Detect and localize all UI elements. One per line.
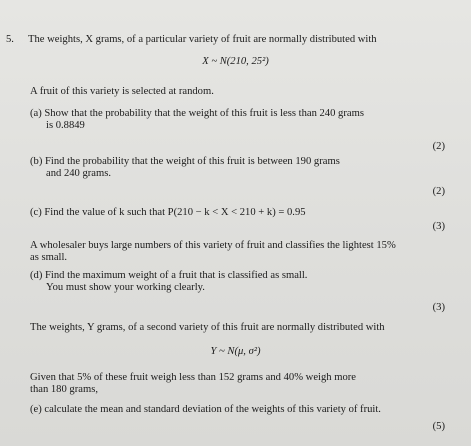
part-e-line: (e) calculate the mean and standard deviation of the weights of this variety of fruit. [30,404,381,415]
part-a-marks: (2) [432,141,445,152]
part-d-marks: (3) [432,302,445,313]
second-variety-intro: The weights, Y grams, of a second variety of this fruit are normally distributed with [30,322,385,333]
part-a-line2: is 0.8849 [46,120,85,131]
distribution-y: Y ~ N(μ, σ²) [210,346,261,357]
distribution-x: X ~ N(210, 25²) [202,56,269,67]
part-d-line1: (d) Find the maximum weight of a fruit that is classified as small. [30,270,308,281]
selected-text: A fruit of this variety is selected at random. [30,86,214,97]
part-b-line2: and 240 grams. [46,168,112,179]
wholesaler-line2: as small. [30,252,68,263]
part-c-line: (c) Find the value of k such that P(210 − k < X < 210 + k) = 0.95 [30,207,306,218]
part-b-line1: (b) Find the probability that the weight of this fruit is between 190 grams [30,156,340,167]
part-b-marks: (2) [432,186,445,197]
part-e-marks: (5) [432,421,445,432]
part-d-line2: You must show your working clearly. [46,282,205,293]
intro-text: The weights, X grams, of a particular variety of fruit are normally distributed with [28,34,377,45]
wholesaler-line1: A wholesaler buys large numbers of this variety of fruit and classifies the lightest 15% [30,240,396,251]
part-a-line1: (a) Show that the probability that the weight of this fruit is less than 240 grams [30,108,364,119]
part-c-marks: (3) [432,221,445,232]
given-line1: Given that 5% of these fruit weigh less than 152 grams and 40% weigh more [30,372,356,383]
given-line2: than 180 grams, [30,384,98,395]
question-number: 5. [6,34,14,45]
